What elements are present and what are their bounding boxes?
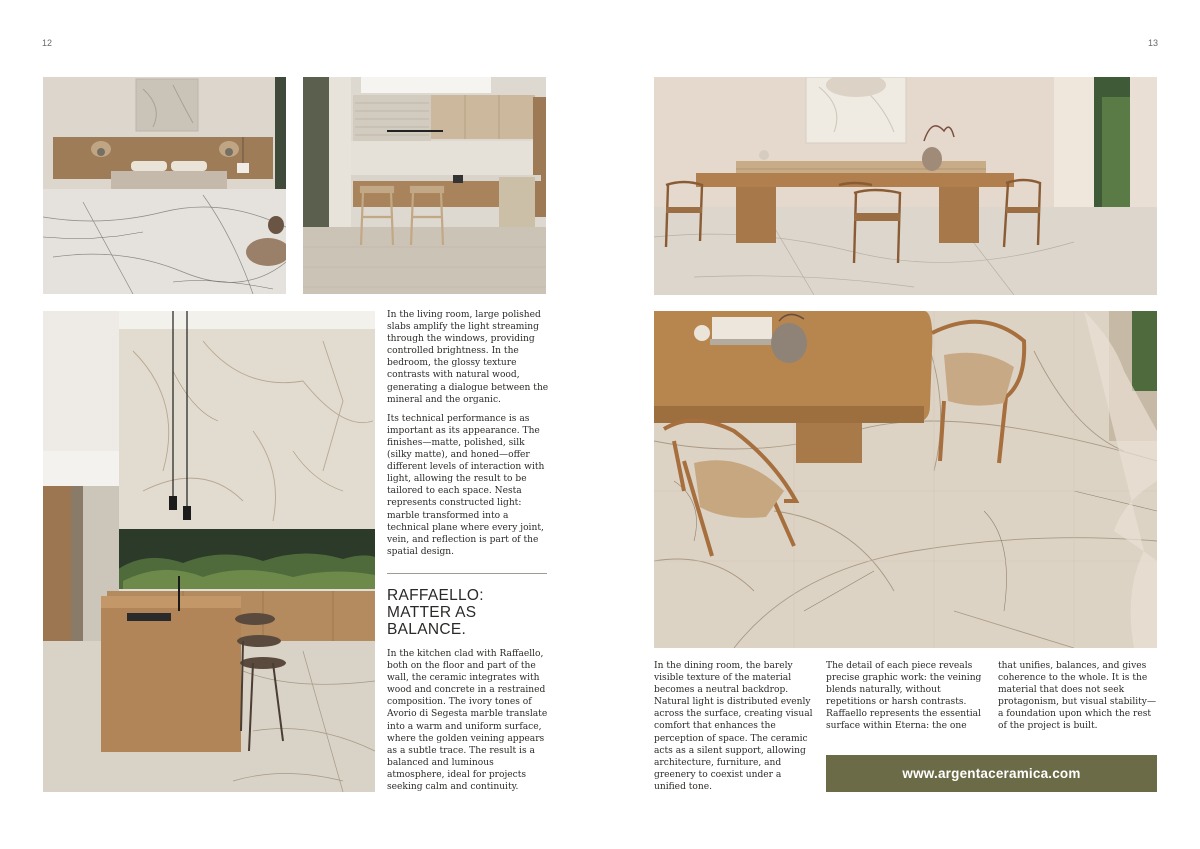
section-title-line-3: BALANCE.: [387, 621, 467, 638]
section-title-line-2: MATTER AS: [387, 604, 477, 621]
dining-paragraph: In the dining room, the barely visible texture of the material becomes a neutral backdrop. Natural light is distributed evenly across the surface, creating visual comfort that enhances the perception of space. The ceramic acts as a silent support, allowing architecture, furniture, and greenery to coexist under a unified tone.: [654, 661, 813, 792]
kitchen-photo: [303, 77, 546, 294]
website-url[interactable]: www.argentaceramica.com: [902, 766, 1081, 781]
coherence-text-column-3: [998, 660, 1160, 740]
kitchen-island-photo: [43, 311, 375, 792]
section-paragraph: In the kitchen clad with Raffaello, both on the floor and part of the wall, the ceramic integrates with wood and concrete in a restrained composition. The ivory tones of Avorio di Segesta marble translate into a warm and uniform surface, where the golden veining appears as a subtle trace. The result is a balanced and luminous atmosphere, ideal for projects seeking calm and continuity.: [387, 649, 548, 793]
dining-table-photo: [654, 311, 1157, 648]
section-body: [387, 648, 549, 800]
right-page-number: 13: [1148, 38, 1159, 48]
section-title-line-1: RAFFAELLO:: [387, 587, 484, 604]
bedroom-photo: [43, 77, 286, 294]
living-paragraph-1: In the living room, large polished slabs amplify the light streaming through the windows, providing controlled brightness. In the bedroom, the glossy texture contrasts with natural wood, generating a dialogue between the mineral and the organic.: [387, 310, 549, 405]
living-paragraph-2: Its technical performance is as important as its appearance. The finishes—matte, polished, silk (silky matte), and honed—offer different levels of interaction with light, allowing the result to be tailored to each space. Nesta represents constructed light: marble transformed into a technical plane where every joint, vein, and reflection is part of the spatial design.: [387, 413, 545, 557]
detail-paragraph: The detail of each piece reveals precise graphic work: the veining blends naturally, without repetitions or harsh contrasts. Raffaello represents the essential surface within Eterna: the one: [826, 661, 982, 732]
section-divider: [387, 573, 547, 574]
detail-text-column-2: [826, 660, 988, 740]
section-title: [387, 587, 549, 638]
dining-room-photo: [654, 77, 1157, 295]
left-page-number: 12: [42, 38, 53, 48]
living-room-text: [387, 309, 549, 565]
dining-text-column-1: [654, 660, 816, 800]
coherence-paragraph: that unifies, balances, and gives coherence to the whole. It is the material that does not seek protagonism, but visual stability—a foundation upon which the rest of the project is built.: [998, 661, 1157, 732]
website-link[interactable]: [826, 755, 1157, 792]
